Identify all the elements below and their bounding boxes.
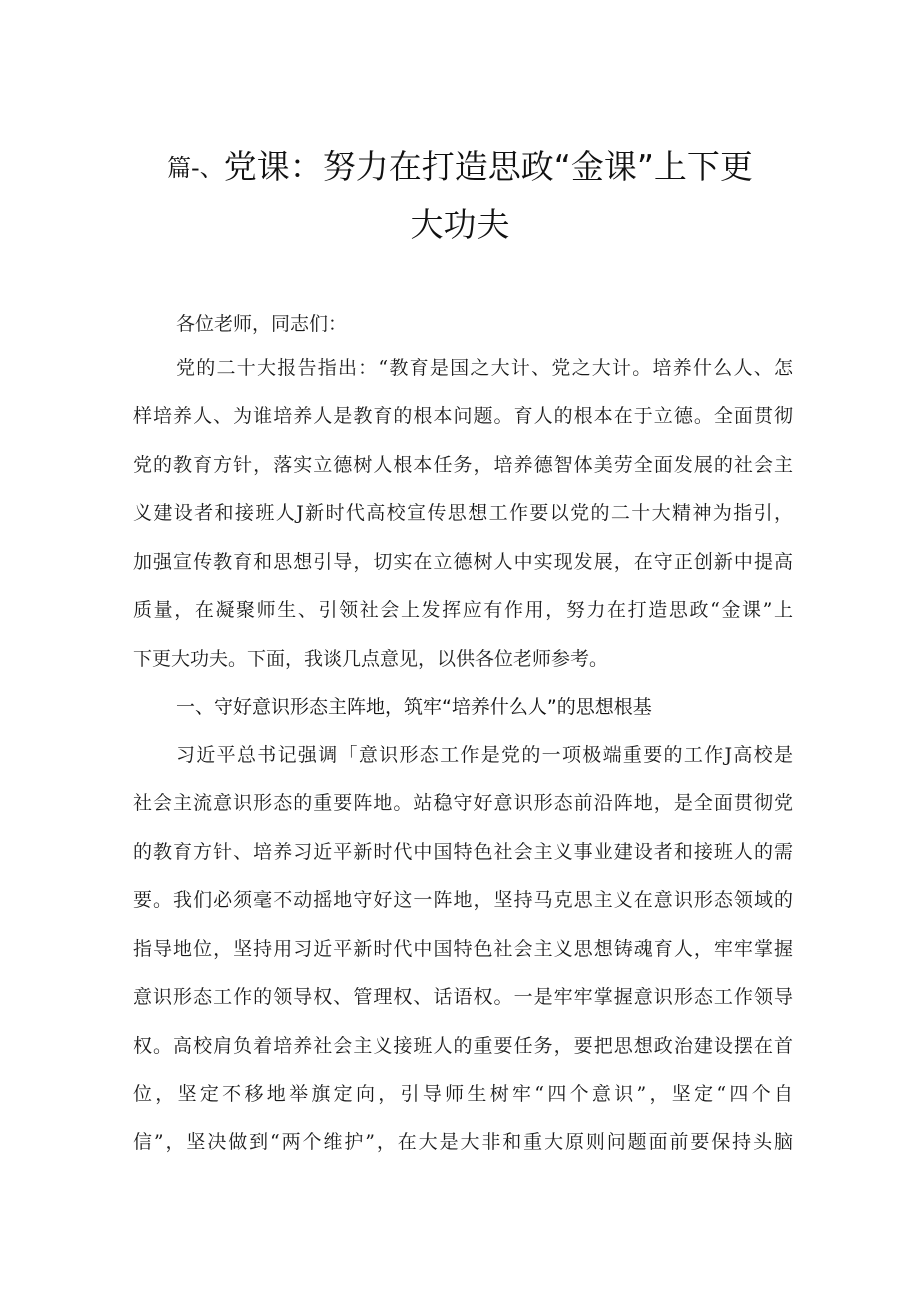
section-1-heading: 一、守好意识形态主阵地，筑牢“培养什么人”的思想根基 — [176, 696, 652, 718]
paragraph-1-line: 加强宣传教育和思想引导，切实在立德树人中实现发展，在守正创新中提高 — [133, 551, 793, 573]
paragraph-2-line: 位，坚定不移地举旗定向，引导师生树牢“四个意识”，坚定“四个自 — [133, 1083, 793, 1105]
paragraph-2-line: 权。高校肩负着培养社会主义接班人的重要任务，要把思想政治建设摆在首 — [133, 1035, 793, 1057]
paragraph-2-line: 的教育方针、培养习近平新时代中国特色社会主义事业建设者和接班人的需 — [133, 841, 793, 863]
paragraph-1-line: 党的教育方针，落实立德树人根本任务，培养德智体美劳全面发展的社会主 — [133, 454, 793, 476]
paragraph-1-line: 样培养人、为谁培养人是教育的根本问题。育人的根本在于立德。全面贯彻 — [133, 405, 793, 427]
paragraph-2-line: 意识形态工作的领导权、管理权、话语权。一是牢牢掌握意识形态工作领导 — [133, 986, 793, 1008]
title-text-1: 党课：努力在打造思政“金课”上下更 — [223, 147, 753, 186]
paragraph-2-line: 要。我们必须毫不动摇地守好这一阵地，坚持马克思主义在意识形态领域的 — [133, 889, 793, 911]
paragraph-1-line: 下更大功夫。下面，我谈几点意见，以供各位老师参考。 — [133, 648, 609, 670]
title-prefix: 篇-、 — [167, 154, 224, 182]
paragraph-2-line: 习近平总书记强调「意识形态工作是党的一项极端重要的工作J高校是 — [176, 744, 793, 766]
document-title-line-2: 大功夫 — [410, 205, 510, 244]
paragraph-1-line: 党的二十大报告指出：“教育是国之大计、党之大计。培养什么人、怎 — [176, 357, 793, 379]
paragraph-1-line: 质量，在凝聚师生、引领社会上发挥应有作用，努力在打造思政“金课”上 — [133, 599, 793, 621]
paragraph-2-line: 信”，坚决做到“两个维护”，在大是大非和重大原则问题面前要保持头脑 — [133, 1131, 793, 1153]
paragraph-1-line: 义建设者和接班人J新时代高校宣传思想工作要以党的二十大精神为指引， — [133, 502, 793, 524]
paragraph-2-line: 指导地位，坚持用习近平新时代中国特色社会主义思想铸魂育人，牢牢掌握 — [133, 938, 793, 960]
salutation: 各位老师，同志们： — [176, 313, 348, 335]
paragraph-2-line: 社会主流意识形态的重要阵地。站稳守好意识形态前沿阵地，是全面贯彻党 — [133, 792, 793, 814]
document-title-line-1 — [120, 147, 800, 186]
